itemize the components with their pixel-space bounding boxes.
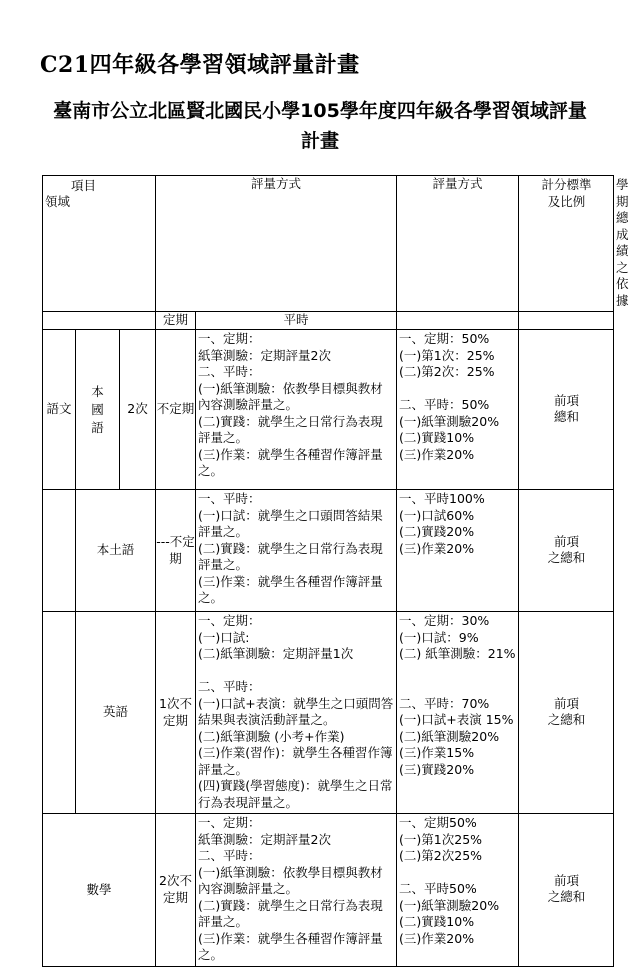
- basis-cell: 前項 之總和: [519, 814, 614, 967]
- title-line-2: 計畫: [300, 130, 339, 152]
- subheader-blank: [397, 312, 519, 330]
- subject-cell: 本土語: [76, 490, 156, 612]
- subheader-blank: [519, 312, 614, 330]
- table-row: [43, 330, 614, 490]
- header-scoring: 計分標準 及比例: [519, 176, 614, 312]
- header-item-domain: [43, 176, 156, 312]
- subheader-blank: [43, 312, 156, 330]
- periodic-count-cell: 2次: [120, 330, 156, 490]
- periodic-count: 1次: [159, 696, 180, 711]
- scoring-cell: 一、定期：30% (一)口試：9% (二) 紙筆測驗：21% 二、平時：70% (一)口試+表演 15% (二)紙筆測驗20% (三)作業15% (三)實踐20%: [397, 612, 519, 814]
- scoring-cell: 一、定期：50% (一)第1次：25% (二)第2次：25% 二、平時：50% (一)紙筆測驗20% (二)實踐10% (三)作業20%: [397, 330, 519, 490]
- table-row: [43, 612, 614, 814]
- subject-cell: 英語: [76, 612, 156, 814]
- header-row: 項目 領域 評量方式 評量方式 計分標準 及比例 學期總成績 之依據: [43, 176, 614, 312]
- domain-group-cell: [43, 612, 76, 814]
- assessment-plan-table: [42, 175, 629, 967]
- header-item-label: 項目: [71, 178, 97, 193]
- document-title: [20, 96, 620, 156]
- periodic-count-cell: [156, 814, 196, 967]
- header-domain-label: 領域: [45, 194, 71, 209]
- subheader-ordinary: 平時: [196, 312, 397, 330]
- subheader-row: [43, 312, 614, 330]
- ordinary-label: 不定期: [163, 873, 192, 905]
- method-cell: 一、平時： (一)口試：就學生之口頭問答結果評量之。 (二)實踐：就學生之日常行為表現評量之。 (三)作業：就學生各種習作簿評量之。: [196, 490, 397, 612]
- subject-label: 本國語: [91, 383, 104, 435]
- header-method-detail: 評量方式: [397, 176, 519, 312]
- subject-cell: [76, 330, 120, 490]
- ordinary-cell: 不定期: [156, 330, 196, 490]
- subject-cell: 數學: [43, 814, 156, 967]
- ordinary-label: 不定期: [169, 534, 195, 566]
- basis-cell: 前項 之總和: [519, 612, 614, 814]
- subheader-periodic: 定期: [156, 312, 196, 330]
- scoring-cell: 一、平時100% (一)口試60% (二)實踐20% (三)作業20%: [397, 490, 519, 612]
- periodic-count: ---: [156, 534, 170, 549]
- header-method-frequency: 評量方式: [156, 176, 397, 312]
- periodic-count-cell: [156, 612, 196, 814]
- domain-group-cell: 語文: [43, 330, 76, 490]
- basis-cell: 前項 之總和: [519, 490, 614, 612]
- table-row: [43, 490, 614, 612]
- basis-cell: 前項 總和: [519, 330, 614, 490]
- title-line-1: 臺南市公立北區賢北國民小學105學年度四年級各學習領域評量: [53, 100, 587, 122]
- method-cell: 一、定期： 紙筆測驗：定期評量2次 二、平時： (一)紙筆測驗：依教學目標與教材內容測驗評量之。 (二)實踐：就學生之日常行為表現評量之。 (三)作業：就學生各種習作簿評量之。: [196, 330, 397, 490]
- periodic-count: 2次: [159, 873, 180, 889]
- method-cell: 一、定期： (一)口試: (二)紙筆測驗：定期評量1次 二、平時： (一)口試+表演：就學生之口頭問答結果與表演活動評量之。 (二)紙筆測驗 (小考+作業) (三)作業(習作)：就學生各種習作簿評量之。 (四)實踐(學習態度)：就學生之日常行為表現評量之。: [196, 612, 397, 814]
- document-header: C21四年級各學習領域評量計畫: [40, 52, 360, 78]
- method-cell: 一、定期： 紙筆測驗：定期評量2次 二、平時： (一)紙筆測驗：依教學目標與教材內容測驗評量之。 (二)實踐：就學生之日常行為表現評量之。 (三)作業：就學生各種習作簿評量之。: [196, 814, 397, 967]
- ordinary-cell: [156, 490, 196, 612]
- scoring-cell: 一、定期50% (一)第1次25% (二)第2次25% 二、平時50% (一)紙筆測驗20% (二)實踐10% (三)作業20%: [397, 814, 519, 967]
- ordinary-label: 不定期: [163, 696, 192, 728]
- domain-group-cell: [43, 490, 76, 612]
- table-row: [43, 814, 614, 967]
